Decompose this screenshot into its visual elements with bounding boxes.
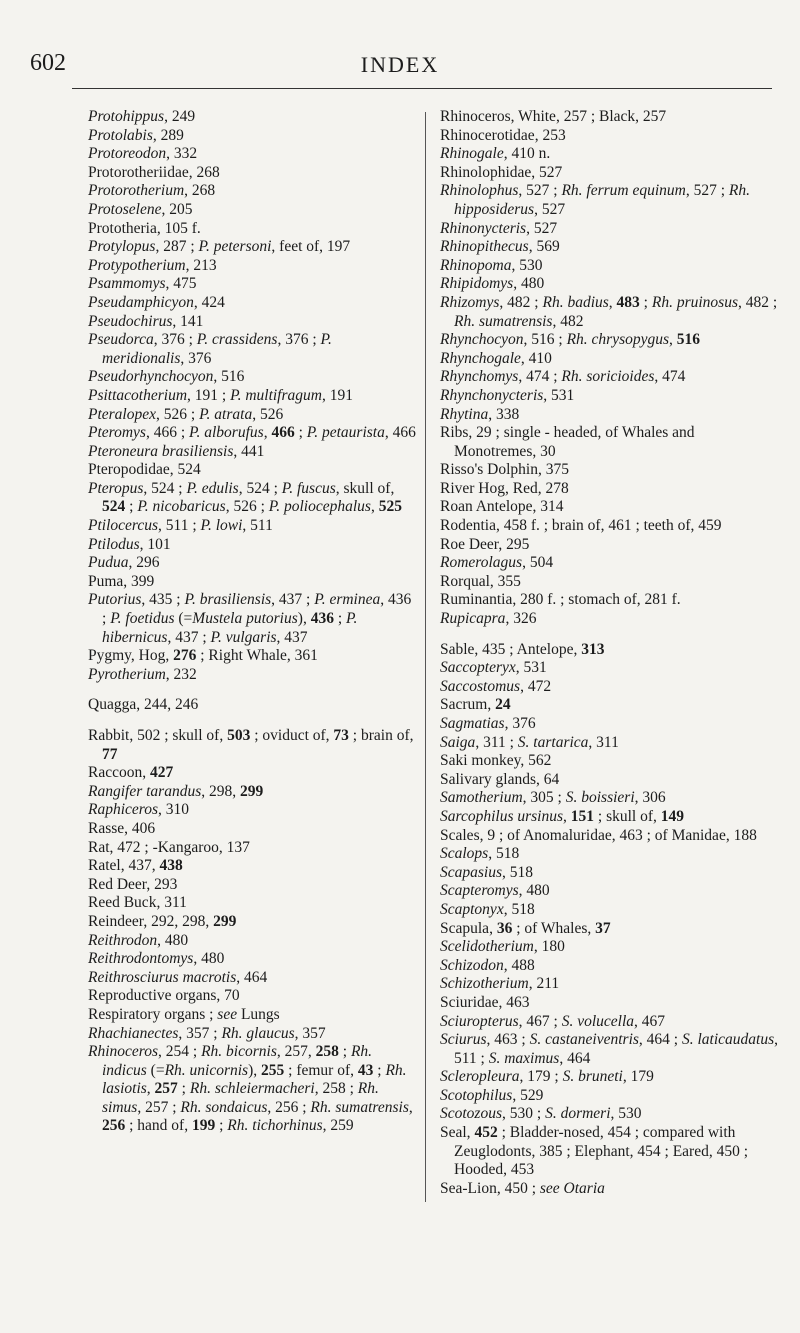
index-entry: Psammomys, 475 xyxy=(88,275,197,293)
index-entry: Puma, 399 xyxy=(88,572,155,590)
index-entry: Pseudochirus, 141 xyxy=(88,312,204,330)
section-gap xyxy=(88,715,416,727)
index-entry: Pteralopex, 526 ; P. atrata, 526 xyxy=(88,405,284,423)
index-entry: Protypotherium, 213 xyxy=(88,256,217,274)
index-entry: Ptilocercus, 511 ; P. lowi, 511 xyxy=(88,517,273,535)
index-entry: Sea-Lion, 450 ; see Otaria xyxy=(440,1179,605,1197)
index-entry: Schizodon, 488 xyxy=(440,956,535,974)
index-entry: Raccoon, 427 xyxy=(88,764,174,782)
index-entry: Rhinopithecus, 569 xyxy=(440,238,560,256)
index-entry: Protorotheriidae, 268 xyxy=(88,163,220,181)
index-entry: Schizotherium, 211 xyxy=(440,975,560,993)
column-divider xyxy=(425,112,426,1202)
index-entry: Rodentia, 458 f. ; brain of, 461 ; teeth of, 459 xyxy=(440,517,722,535)
index-entry: Roan Antelope, 314 xyxy=(440,498,564,516)
index-entry: Scotophilus, 529 xyxy=(440,1086,544,1104)
index-entry: Reithrodon, 480 xyxy=(88,931,189,949)
index-entry: Rhinogale, 410 n. xyxy=(440,145,551,163)
index-entry: Pteromys, 466 ; P. alborufus, 466 ; P. petaurista, 466 xyxy=(88,424,416,442)
index-entry: Saccopteryx, 531 xyxy=(440,659,547,677)
index-entry: Reindeer, 292, 298, 299 xyxy=(88,912,237,930)
index-entry: Sagmatias, 376 xyxy=(440,715,536,732)
index-entry: Ruminantia, 280 f. ; stomach of, 281 f. xyxy=(440,591,681,609)
page-number: 602 xyxy=(30,50,66,76)
index-entry: Ratel, 437, 438 xyxy=(88,857,183,875)
index-entry: Rabbit, 502 ; skull of, 503 ; oviduct of, 73 ; brain of, 77 xyxy=(88,727,414,763)
index-entry: Scaptonyx, 518 xyxy=(440,900,535,918)
index-entry: Pseudorhynchocyon, 516 xyxy=(88,368,245,386)
index-entry: Pudua, 296 xyxy=(88,554,160,572)
index-entry: Saiga, 311 ; S. tartarica, 311 xyxy=(440,733,619,751)
index-entry: Pseudamphicyon, 424 xyxy=(88,293,225,311)
index-entry: Reithrosciurus macrotis, 464 xyxy=(88,968,268,986)
index-entry: Ptilodus, 101 xyxy=(88,535,171,553)
index-entry: Rorqual, 355 xyxy=(440,572,521,590)
index-entry: Protohippus, 249 xyxy=(88,108,196,125)
index-entry: Raphiceros, 310 xyxy=(88,801,190,819)
index-entry: Scleropleura, 179 ; S. bruneti, 179 xyxy=(440,1068,654,1086)
index-entry: Rhynchomys, 474 ; Rh. soricioides, 474 xyxy=(440,368,686,386)
index-entry: Salivary glands, 64 xyxy=(440,770,560,788)
index-entry: Putorius, 435 ; P. brasiliensis, 437 ; P. erminea, 436 ; P. foetidus (=Mustela putorius), 436 ; P. hibernicus, 437 ; P. vulgaris, 437 xyxy=(88,591,412,646)
index-entry: Psittacotherium, 191 ; P. multifragum, 191 xyxy=(88,386,353,404)
index-entry: Rhinonycteris, 527 xyxy=(440,219,558,237)
index-entry: Prototheria, 105 f. xyxy=(88,219,201,237)
index-entry: Scelidotherium, 180 xyxy=(440,938,565,956)
index-entry: Reed Buck, 311 xyxy=(88,894,187,912)
index-entry: Scapula, 36 ; of Whales, 37 xyxy=(440,919,611,937)
index-entry: Protoreodon, 332 xyxy=(88,145,198,163)
index-entry: Pygmy, Hog, 276 ; Right Whale, 361 xyxy=(88,647,318,665)
header-rule xyxy=(72,88,772,89)
index-entry: Pteropus, 524 ; P. edulis, 524 ; P. fuscus, skull of, 524 ; P. nicobaricus, 526 ; P. poliocephalus, 525 xyxy=(88,479,402,516)
page-header xyxy=(0,44,800,84)
running-head: INDEX xyxy=(360,52,440,77)
index-entry: Rhynchogale, 410 xyxy=(440,349,552,367)
index-entry: Samotherium, 305 ; S. boissieri, 306 xyxy=(440,789,666,807)
index-entry: Roe Deer, 295 xyxy=(440,535,530,553)
index-entry: Pteropodidae, 524 xyxy=(88,461,201,479)
index-entry: Risso's Dolphin, 375 xyxy=(440,461,569,479)
index-entry: River Hog, Red, 278 xyxy=(440,479,569,497)
index-entry: Rhinolophus, 527 ; Rh. ferrum equinum, 527 ; Rh. hipposiderus, 527 xyxy=(440,182,751,218)
index-entry: Saki monkey, 562 xyxy=(440,752,552,770)
index-entry: Rangifer tarandus, 298, 299 xyxy=(88,782,264,800)
index-entry: Scapteromys, 480 xyxy=(440,882,550,900)
index-entry: Ribs, 29 ; single - headed, of Whales and Monotremes, 30 xyxy=(440,424,695,460)
index-entry: Saccostomus, 472 xyxy=(440,677,552,695)
index-entry: Quagga, 244, 246 xyxy=(88,696,199,714)
index-entry: Sciuridae, 463 xyxy=(440,993,530,1011)
index-entry: Sarcophilus ursinus, 151 ; skull of, 149 xyxy=(440,807,685,825)
index-entry: Rhinoceros, White, 257 ; Black, 257 xyxy=(440,108,667,125)
index-entry: Protylopus, 287 ; P. petersoni, feet of, 197 xyxy=(88,238,351,256)
index-entry: Sable, 435 ; Antelope, 313 xyxy=(440,640,605,658)
index-entry: Rupicapra, 326 xyxy=(440,610,537,628)
index-entry: Pteroneura brasiliensis, 441 xyxy=(88,442,265,460)
index-column-right xyxy=(440,108,780,1198)
index-entry: Rhynchonycteris, 531 xyxy=(440,386,575,404)
index-entry: Rhytina, 338 xyxy=(440,405,520,423)
index-entry: Rhachianectes, 357 ; Rh. glaucus, 357 xyxy=(88,1024,326,1042)
index-entry: Rhinolophidae, 527 xyxy=(440,163,563,181)
index-entry: Scales, 9 ; of Anomaluridae, 463 ; of Manidae, 188 xyxy=(440,826,757,844)
index-entry: Sciuropterus, 467 ; S. volucella, 467 xyxy=(440,1012,666,1030)
index-column-left xyxy=(88,108,416,1136)
index-entry: Rhizomys, 482 ; Rh. badius, 483 ; Rh. pruinosus, 482 ; Rh. sumatrensis, 482 xyxy=(440,293,778,330)
index-entry: Rhinopoma, 530 xyxy=(440,256,543,274)
index-entry: Rhinocerotidae, 253 xyxy=(440,126,566,144)
index-entry: Rat, 472 ; -Kangaroo, 137 xyxy=(88,838,250,856)
index-entry: Scapasius, 518 xyxy=(440,863,533,881)
index-entry: Protoselene, 205 xyxy=(88,200,193,218)
index-entry: Scalops, 518 xyxy=(440,845,520,863)
section-gap xyxy=(88,684,416,696)
index-entry: Scotozous, 530 ; S. dormeri, 530 xyxy=(440,1105,642,1123)
index-entry: Reproductive organs, 70 xyxy=(88,987,240,1005)
index-entry: Pseudorca, 376 ; P. crassidens, 376 ; P. meridionalis, 376 xyxy=(88,331,332,367)
index-entry: Protolabis, 289 xyxy=(88,126,184,144)
index-entry: Protorotherium, 268 xyxy=(88,182,216,200)
index-entry: Rhipidomys, 480 xyxy=(440,275,545,293)
index-entry: Pyrotherium, 232 xyxy=(88,665,197,683)
index-entry: Seal, 452 ; Bladder-nosed, 454 ; compared with Zeuglodonts, 385 ; Elephant, 454 ; Eared, 450 ; Hooded, 453 xyxy=(440,1124,749,1179)
index-entry: Red Deer, 293 xyxy=(88,875,178,893)
index-entry: Rhynchocyon, 516 ; Rh. chrysopygus, 516 xyxy=(440,331,701,349)
index-entry: Reithrodontomys, 480 xyxy=(88,950,225,968)
index-entry: Sacrum, 24 xyxy=(440,696,511,714)
index-entry: Romerolagus, 504 xyxy=(440,554,554,572)
index-entry: Rasse, 406 xyxy=(88,819,156,837)
index-entry: Sciurus, 463 ; S. castaneiventris, 464 ; S. laticaudatus, 511 ; S. maximus, 464 xyxy=(440,1031,778,1067)
index-entry: Respiratory organs ; see Lungs xyxy=(88,1005,280,1023)
section-gap xyxy=(440,629,780,641)
index-entry: Rhinoceros, 254 ; Rh. bicornis, 257, 258 ; Rh. indicus (=Rh. unicornis), 255 ; femur of, 43 ; Rh. lasiotis, 257 ; Rh. schleiermacheri, 258 ; Rh. simus, 257 ; Rh. sondaicus, 256 ; Rh. sumatrensis, 256 ; hand of, 199 ; Rh. tichorhinus, 259 xyxy=(88,1043,413,1135)
